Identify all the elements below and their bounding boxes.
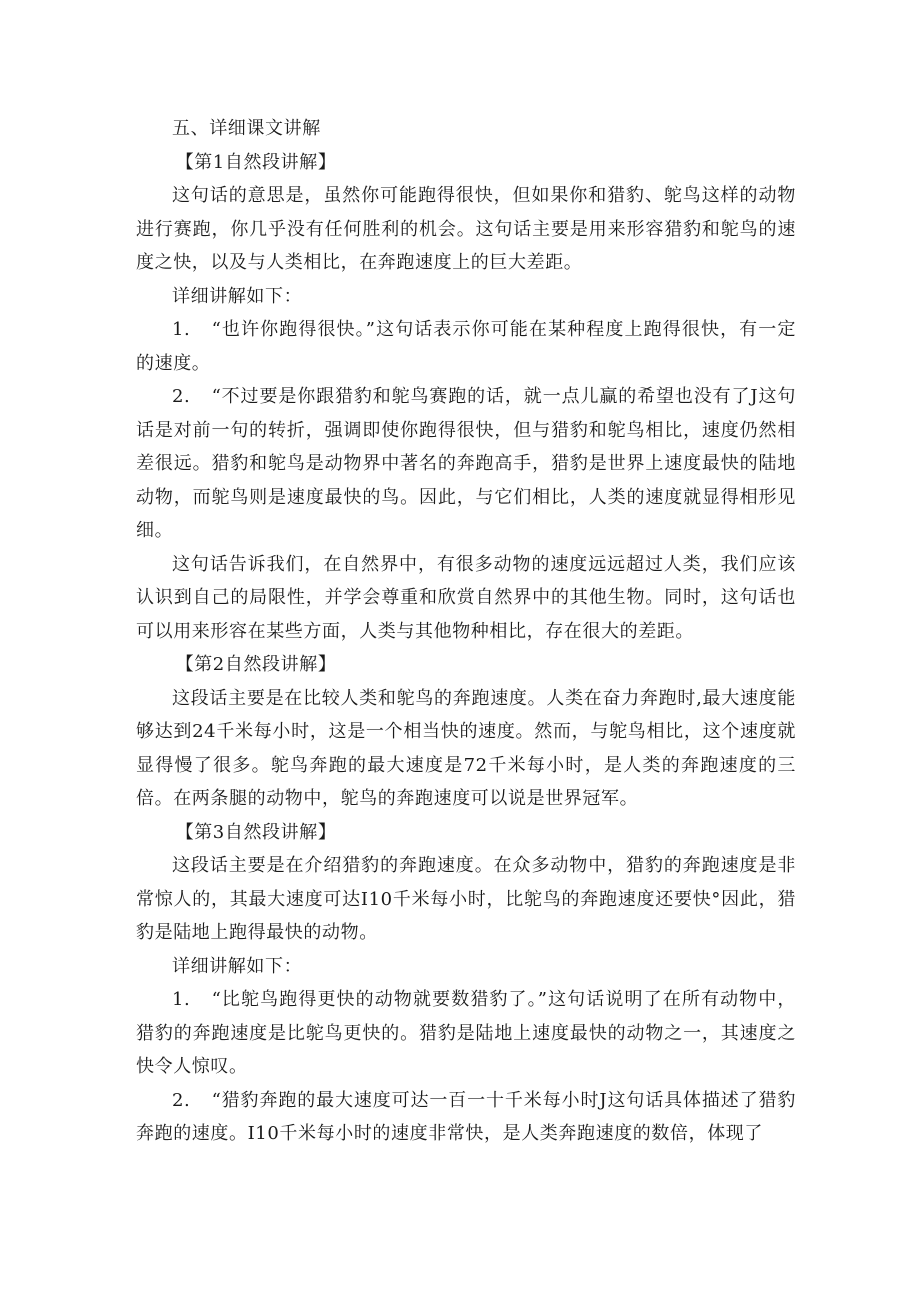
paragraph-1-summary: 这句话告诉我们，在自然界中，有很多动物的速度远远超过人类，我们应该认识到自己的局限性，并学会尊重和欣赏自然界中的其他生物。同时，这句话也可以用来形容在某些方面，人类与其他物种相比，存在很大的差距。 <box>136 553 796 642</box>
item-number: 1. <box>172 319 191 340</box>
paragraph-3-text: 这段话主要是在介绍猎豹的奔跑速度。在众多动物中，猎豹的奔跑速度是非常惊人的，其最大速度可达I10千米每小时，比鸵鸟的奔跑速度还要快°因此，猎豹是陆地上跑得最快的动物。 <box>136 855 796 943</box>
paragraph-3-heading: 【第3自然段讲解】 <box>175 821 337 843</box>
item-text: “比鸵鸟跑得更快的动物就要数猎豹了。”这句话说明了在所有动物中，猎豹的奔跑速度是比鸵鸟更快的。猎豹是陆地上速度最快的动物之一，其速度之快令人惊叹。 <box>136 989 796 1077</box>
item-text: “猎豹奔跑的最大速度可达一百一十千米每小时J这句话具体描述了猎豹奔跑的速度。I10千米每小时的速度非常快，是人类奔跑速度的数倍，体现了 <box>136 1089 796 1144</box>
item-number: 2. <box>172 386 191 407</box>
paragraph-1-detail-label: 详细讲解如下： <box>172 285 303 307</box>
paragraph-1-item-2 <box>136 380 796 548</box>
item-number: 2. <box>172 1089 191 1111</box>
paragraph-3-detail-label: 详细讲解如下： <box>172 955 303 977</box>
item-text: “不过要是你跟猎豹和鸵鸟赛跑的话，就一点儿赢的希望也没有了J这句话是对前一句的转折，强调即使你跑得很快，但与猎豹和鸵鸟相比，速度仍然相差很远。猎豹和鸵鸟是动物界中著名的奔跑高手，猎豹是世界上速度最快的陆地动物，而鸵鸟则是速度最快的鸟。因此，与它们相比，人类的速度就显得相形见细。 <box>136 386 796 541</box>
document-body <box>136 112 796 1151</box>
section-title: 五、详细课文讲解 <box>172 118 321 139</box>
paragraph-1-item-1 <box>136 313 796 380</box>
item-number: 1. <box>172 989 191 1010</box>
paragraph-2-heading: 【第2自然段讲解】 <box>175 654 337 675</box>
paragraph-1-intro: 这句话的意思是，虽然你可能跑得很快，但如果你和猎豹、鸵鸟这样的动物进行赛跑，你几乎没有任何胜利的机会。这句话主要是用来形容猎豹和鸵鸟的速度之快，以及与人类相比，在奔跑速度上的巨大差距。 <box>136 185 796 273</box>
paragraph-3-item-1 <box>136 983 796 1084</box>
item-text: “也许你跑得很快。”这句话表示你可能在某种程度上跑得很快，有一定的速度。 <box>136 319 796 374</box>
paragraph-2-text: 这段话主要是在比较人类和鸵鸟的奔跑速度。人类在奋力奔跑时,最大速度能够达到24千米每小时，这是一个相当快的速度。然而，与鸵鸟相比，这个速度就显得慢了很多。鸵鸟奔跑的最大速度是72千米每小时，是人类的奔跑速度的三倍。在两条腿的动物中，鸵鸟的奔跑速度可以说是世界冠军。 <box>136 687 796 809</box>
paragraph-3-item-2 <box>136 1084 796 1151</box>
paragraph-1-heading: 【第1自然段讲解】 <box>175 151 337 173</box>
